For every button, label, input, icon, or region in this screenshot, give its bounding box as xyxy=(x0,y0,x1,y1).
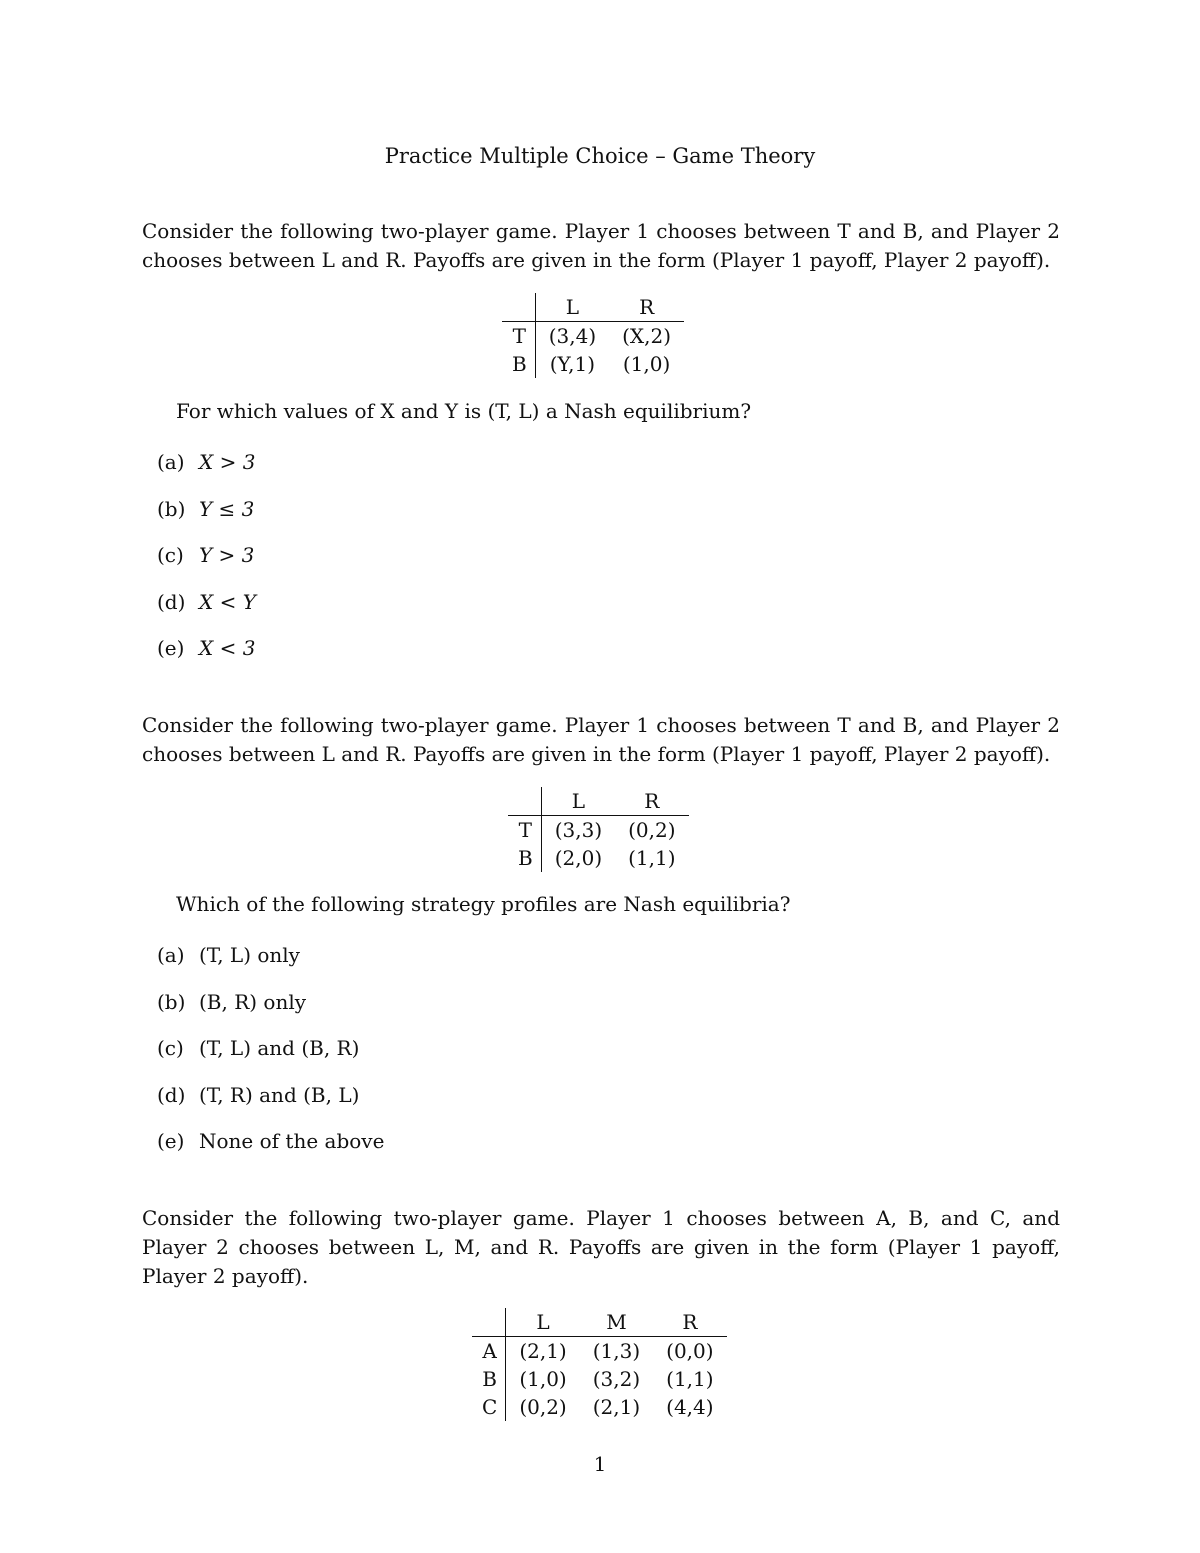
option-label: (e) xyxy=(157,1129,185,1153)
option-text: Y > 3 xyxy=(199,543,255,567)
q3-cell: (2,1) xyxy=(592,1395,641,1419)
q1-cell: (1,0) xyxy=(622,352,671,376)
q2-table-corner xyxy=(508,787,541,816)
q3-col-header: R xyxy=(653,1308,726,1337)
option-label: (a) xyxy=(157,943,185,967)
option-text: X > 3 xyxy=(199,450,256,474)
q3-cell: (1,1) xyxy=(666,1367,714,1391)
option-label: (e) xyxy=(157,636,185,660)
option-label: (d) xyxy=(157,590,186,614)
q3-cell: (1,0) xyxy=(519,1367,567,1391)
q3-table-header-row xyxy=(472,1308,727,1337)
q2-option-c[interactable] xyxy=(157,1036,359,1060)
q3-payoff-table xyxy=(472,1308,727,1421)
q1-row-header: B xyxy=(502,350,535,378)
q2-table-row xyxy=(508,844,689,872)
q3-cell: (0,2) xyxy=(519,1395,567,1419)
q3-intro: Consider the following two-player game. Player 1 chooses between A, B, and C, and Player 2 chooses between L, M, and R. Payoffs are given in the form (Player 1 payoff, Player 2 payoff). xyxy=(142,1206,1060,1288)
q1-cell: (X,2) xyxy=(622,324,672,348)
option-text: None of the above xyxy=(199,1129,385,1153)
option-label: (b) xyxy=(157,497,186,521)
q1-table-corner xyxy=(502,293,535,322)
q3-cell: (1,3) xyxy=(592,1339,641,1363)
q2-row-header: B xyxy=(508,844,541,872)
option-text: (T, L) only xyxy=(199,943,300,967)
q2-option-e[interactable] xyxy=(157,1129,384,1153)
q2-option-d[interactable] xyxy=(157,1083,359,1107)
q3-cell: (2,1) xyxy=(519,1339,567,1363)
q2-cell: (1,1) xyxy=(628,846,676,870)
q2-option-a[interactable] xyxy=(157,943,300,967)
q1-option-c[interactable] xyxy=(157,543,254,567)
q1-table-row xyxy=(502,322,684,351)
q3-row-header: C xyxy=(472,1393,506,1421)
q2-col-header: R xyxy=(615,787,688,816)
q3-table-row xyxy=(472,1393,727,1421)
q1-payoff-table xyxy=(502,293,684,378)
option-label: (c) xyxy=(157,1036,184,1060)
q2-cell: (0,2) xyxy=(628,818,676,842)
option-text: Y ≤ 3 xyxy=(199,497,255,521)
q3-table-corner xyxy=(472,1308,506,1337)
q2-table-header-row xyxy=(508,787,689,816)
option-text: X < Y xyxy=(199,590,256,614)
q1-col-header: L xyxy=(535,293,609,322)
q2-question: Which of the following strategy profiles are Nash equilibria? xyxy=(176,892,791,916)
q2-option-b[interactable] xyxy=(157,990,306,1014)
q1-intro: Consider the following two-player game. Player 1 chooses between T and B, and Player 2 chooses between L and R. Payoffs are given in the form (Player 1 payoff, Player 2 payoff). xyxy=(142,219,1060,272)
q1-option-a[interactable] xyxy=(157,450,255,474)
q2-table-row xyxy=(508,816,689,845)
q1-table-row xyxy=(502,350,684,378)
page-title: Practice Multiple Choice – Game Theory xyxy=(384,144,816,168)
q2-intro: Consider the following two-player game. Player 1 chooses between T and B, and Player 2 chooses between L and R. Payoffs are given in the form (Player 1 payoff, Player 2 payoff). xyxy=(142,713,1060,766)
q1-row-header: T xyxy=(502,322,535,351)
q3-cell: (4,4) xyxy=(666,1395,714,1419)
q3-table-row xyxy=(472,1365,727,1393)
q1-cell: (3,4) xyxy=(548,324,597,348)
option-label: (c) xyxy=(157,543,184,567)
q2-cell: (2,0) xyxy=(554,846,603,870)
q3-row-header: B xyxy=(472,1365,506,1393)
q1-option-b[interactable] xyxy=(157,497,254,521)
q1-table-header-row xyxy=(502,293,684,322)
page-number: 1 xyxy=(593,1452,607,1476)
q2-row-header: T xyxy=(508,816,541,845)
option-text: (T, L) and (B, R) xyxy=(199,1036,360,1060)
q1-cell: (Y,1) xyxy=(549,352,596,376)
q2-payoff-table xyxy=(508,787,689,872)
option-text: (T, R) and (B, L) xyxy=(199,1083,360,1107)
q1-col-header: R xyxy=(609,293,684,322)
q1-option-e[interactable] xyxy=(157,636,255,660)
q3-table-row xyxy=(472,1337,727,1366)
option-label: (d) xyxy=(157,1083,186,1107)
q3-col-header: M xyxy=(580,1308,653,1337)
option-text: X < 3 xyxy=(199,636,256,660)
option-label: (a) xyxy=(157,450,185,474)
q2-cell: (3,3) xyxy=(554,818,603,842)
q1-question: For which values of X and Y is (T, L) a Nash equilibrium? xyxy=(176,399,752,423)
option-text: (B, R) only xyxy=(199,990,307,1014)
option-label: (b) xyxy=(157,990,186,1014)
q3-cell: (0,0) xyxy=(666,1339,714,1363)
q3-cell: (3,2) xyxy=(592,1367,641,1391)
q3-col-header: L xyxy=(506,1308,580,1337)
q3-row-header: A xyxy=(472,1337,506,1366)
q2-col-header: L xyxy=(541,787,615,816)
q1-option-d[interactable] xyxy=(157,590,256,614)
